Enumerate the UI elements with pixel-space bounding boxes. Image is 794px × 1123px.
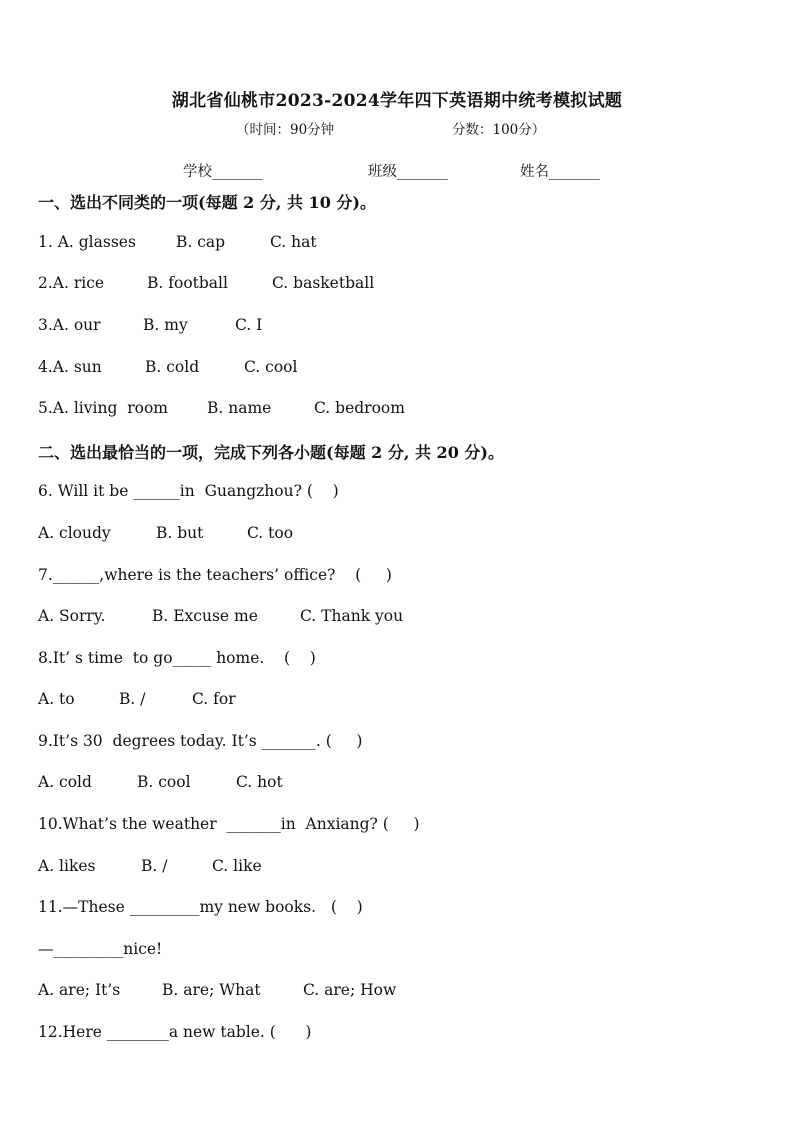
- q2-option-a: 2.A. rice: [38, 274, 105, 292]
- q7-option-b: B. Excuse me: [152, 607, 258, 625]
- exam-time: （时间：90分钟: [236, 122, 335, 138]
- q4-option-c: C. cool: [244, 358, 298, 376]
- q12-stem: 12.Here ________a new table. ( ): [38, 1023, 312, 1041]
- q4-option-b: B. cold: [145, 358, 200, 376]
- q6-option-a: A. cloudy: [38, 524, 111, 542]
- school-field: 学校_______: [183, 164, 263, 180]
- q11-stem-reply: —_________nice!: [38, 940, 163, 958]
- q5-option-b: B. name: [207, 399, 272, 417]
- q1-option-a: 1. A. glasses: [38, 233, 136, 251]
- q3-option-b: B. my: [143, 316, 188, 334]
- q7-option-c: C. Thank you: [300, 607, 404, 625]
- q9-option-c: C. hot: [236, 773, 283, 791]
- q10-option-a: A. likes: [38, 857, 96, 875]
- q8-option-a: A. to: [38, 690, 75, 708]
- q9-option-b: B. cool: [137, 773, 191, 791]
- q9-option-a: A. cold: [38, 773, 92, 791]
- section-1-heading: 一、选出不同类的一项(每题 2 分, 共 10 分)。: [38, 193, 376, 212]
- q5-option-c: C. bedroom: [314, 399, 405, 417]
- q3-option-c: C. I: [235, 316, 263, 334]
- q6-option-b: B. but: [156, 524, 204, 542]
- q6-option-c: C. too: [247, 524, 294, 542]
- q2-option-c: C. basketball: [272, 274, 375, 292]
- q7-option-a: A. Sorry.: [38, 607, 106, 625]
- class-field: 班级_______: [368, 164, 448, 180]
- q4-option-a: 4.A. sun: [38, 358, 102, 376]
- q11-stem: 11.—These _________my new books. ( ): [38, 898, 363, 916]
- q5-option-a: 5.A. living room: [38, 399, 168, 417]
- name-field: 姓名_______: [520, 164, 600, 180]
- exam-title: 湖北省仙桃市2023-2024学年四下英语期中统考模拟试题: [171, 91, 623, 111]
- q6-stem: 6. Will it be ______in Guangzhou? ( ): [38, 482, 339, 500]
- q10-option-b: B. /: [141, 857, 168, 875]
- q11-option-b: B. are; What: [162, 981, 261, 999]
- q7-stem: 7.______,where is the teachers’ office? ( ): [38, 566, 392, 584]
- q11-option-c: C. are; How: [303, 981, 397, 999]
- section-2-heading: 二、选出最恰当的一项，完成下列各小题(每题 2 分, 共 20 分)。: [38, 443, 504, 462]
- q2-option-b: B. football: [147, 274, 228, 292]
- q8-option-c: C. for: [192, 690, 236, 708]
- q1-option-c: C. hat: [270, 233, 317, 251]
- q1-option-b: B. cap: [176, 233, 226, 251]
- q11-option-a: A. are; It’s: [38, 981, 121, 999]
- q8-stem: 8.It’ s time to go_____ home. ( ): [38, 649, 316, 667]
- q9-stem: 9.It’s 30 degrees today. It’s _______. ( ): [38, 732, 363, 750]
- q8-option-b: B. /: [119, 690, 146, 708]
- q10-option-c: C. like: [212, 857, 262, 875]
- q3-option-a: 3.A. our: [38, 316, 101, 334]
- q10-stem: 10.What’s the weather _______in Anxiang? ( ): [38, 815, 420, 833]
- exam-score: 分数：100分）: [452, 122, 546, 138]
